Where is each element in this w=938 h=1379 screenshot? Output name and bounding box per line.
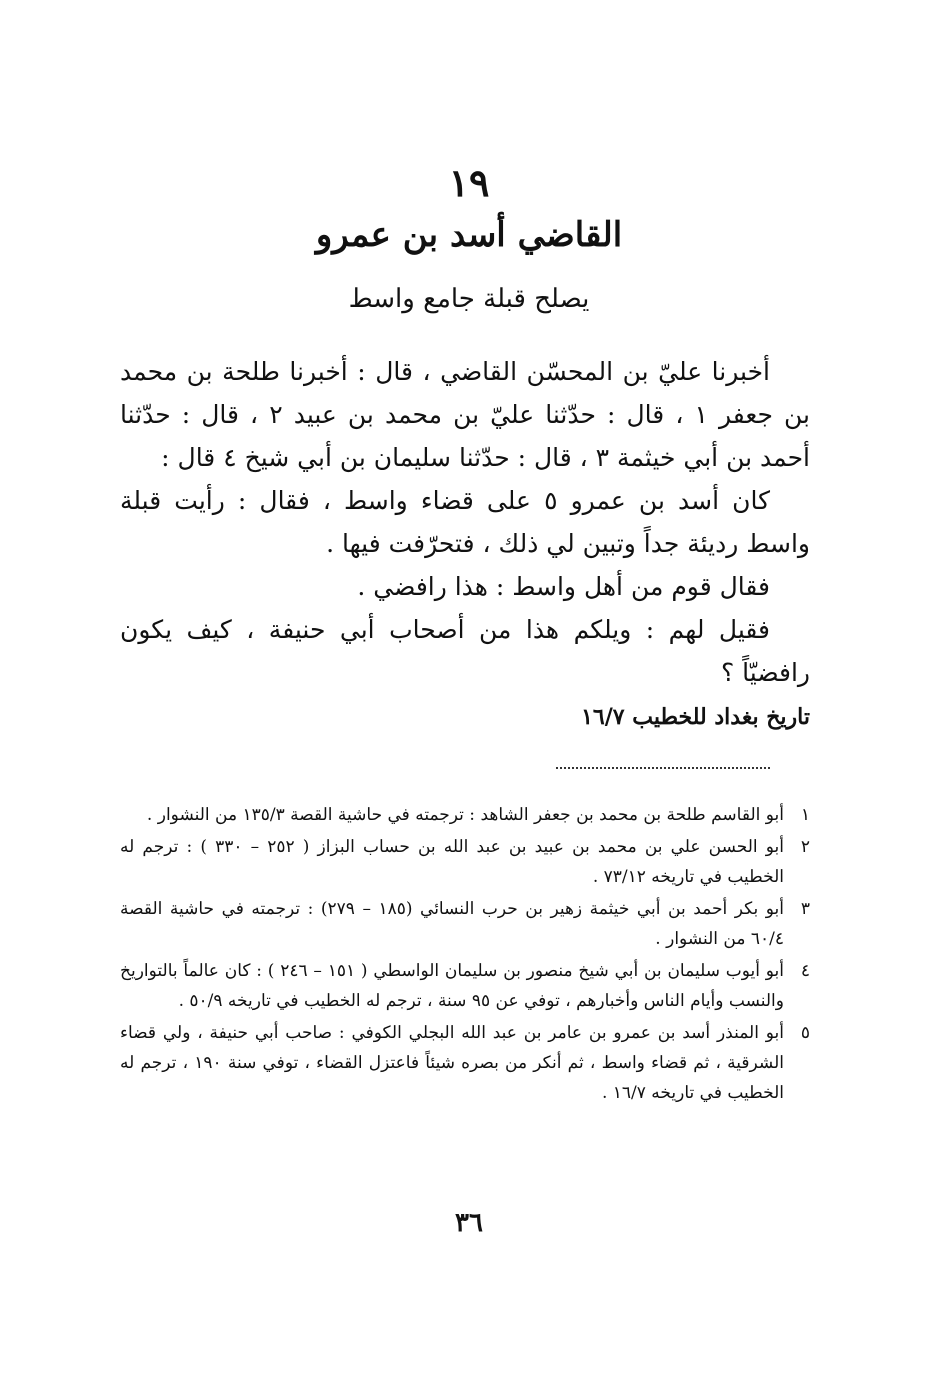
story-number: ١٩ — [448, 160, 490, 205]
story-subtitle: يصلح قبلة جامع واسط — [348, 284, 590, 314]
story-body — [120, 350, 810, 694]
page-number: ٣٦ — [455, 1208, 483, 1238]
footnote — [120, 1018, 810, 1108]
footnote-text: أبو القاسم طلحة بن محمد بن جعفر الشاهد : ترجمته في حاشية القصة ١٣٥/٣ من النشوار . — [146, 805, 784, 825]
footnote-number: ٣ — [800, 899, 810, 919]
body-paragraph-isnad: أخبرنا عليّ بن المحسّن القاضي ، قال : أخبرنا طلحة بن محمد بن جعفر ١ ، قال : حدّثنا عليّ بن محمد بن عبيد ٢ ، قال : حدّثنا أحمد بن أبي خيثمة ٣ ، قال : حدّثنا سليمان بن أبي شيخ ٤ قال : — [120, 357, 810, 472]
footnote-text: أبو المنذر أسد بن عمرو بن عامر بن عبد الله البجلي الكوفي : صاحب أبي حنيفة ، ولي قضاء الشرقية ، ثم قضاء واسط ، ثم أنكر من بصره شيئاً فاعتزل القضاء ، توفي سنة ١٩٠ ، ترجم له الخطيب في تاريخه ١٦/٧ . — [120, 1023, 784, 1103]
footnote — [120, 832, 810, 892]
footnote-text: أبو بكر أحمد بن أبي خيثمة زهير بن حرب النسائي (١٨٥ – ٢٧٩) : ترجمته في حاشية القصة ٦٠/٤ من النشوار . — [120, 899, 784, 949]
body-paragraph-3: فقيل لهم : ويلكم هذا من أصحاب أبي حنيفة ، كيف يكون رافضيّاً ؟ — [120, 615, 810, 687]
footnote-text: أبو أيوب سليمان بن أبي شيخ منصور بن سليمان الواسطي ( ١٥١ – ٢٤٦ ) : كان عالماً بالتواريخ والنسب وأيام الناس وأخبارهم ، توفي عن ٩٥ سنة ، ترجم له الخطيب في تاريخه ٥٠/٩ . — [120, 961, 785, 1011]
body-paragraph-2: فقال قوم من أهل واسط : هذا رافضي . — [357, 572, 770, 601]
footnotes — [120, 800, 810, 1110]
footnote — [120, 800, 810, 830]
footnote-number: ١ — [800, 805, 810, 825]
footnote — [120, 956, 810, 1016]
footnote-text: أبو الحسن علي بن محمد بن عبيد بن عبد الله بن حساب البزاز ( ٢٥٢ – ٣٣٠ ) : ترجم له الخطيب في تاريخه ٧٣/١٢ . — [120, 837, 785, 887]
story-title: القاضي أسد بن عمرو — [315, 215, 623, 255]
footnote-number: ٥ — [800, 1023, 810, 1043]
footnote-divider — [556, 767, 770, 769]
footnote — [120, 894, 810, 954]
body-paragraph-1: كان أسد بن عمرو ٥ على قضاء واسط ، فقال : رأيت قبلة واسط رديئة جداً وتبين لي ذلك ، فتحرّفت فيها . — [120, 486, 810, 558]
footnote-number: ٢ — [800, 837, 810, 857]
footnote-number: ٤ — [800, 961, 810, 981]
source-citation: تاريخ بغداد للخطيب ١٦/٧ — [581, 704, 810, 730]
